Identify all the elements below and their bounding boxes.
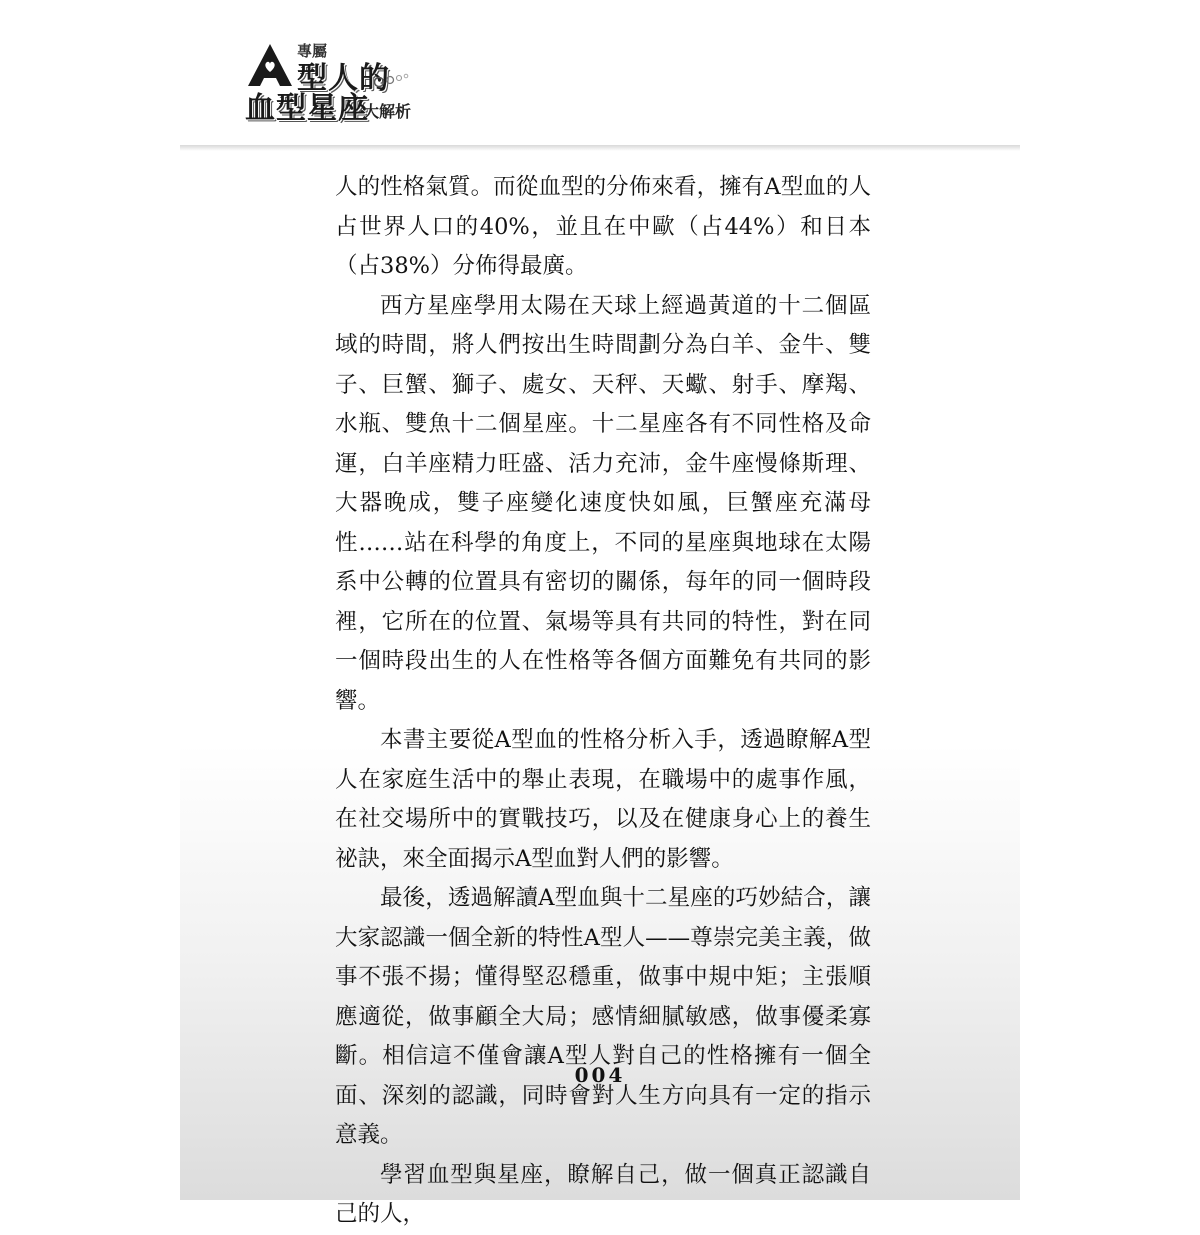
a-heart-logo-icon xyxy=(245,42,295,88)
page-number: 004 xyxy=(574,1063,626,1087)
paragraph-2: 西方星座學用太陽在天球上經過黃道的十二個區域的時間，將人們按出生時間劃分為白羊、金牛、雙子、巨蟹、獅子、處女、天秤、天蠍、射手、摩羯、水瓶、雙魚十二個星座。十二星座各有不同性格及命運，白羊座精力旺盛、活力充沛，金牛座慢條斯理、大器晚成，雙子座變化速度快如風，巨蟹座充滿母性……站在科學的角度上，不同的星座與地球在太陽系中公轉的位置具有密切的關係，每年的同一個時段裡，它所在的位置、氣場等具有共同的特性，對在同一個時段出生的人在性格等各個方面難免有共同的影響。 xyxy=(335,292,871,714)
logo-line-4: 大解析 xyxy=(363,102,412,121)
header-divider xyxy=(180,145,1020,151)
paragraph-3: 本書主要從A型血的性格分析入手，透過瞭解A型人在家庭生活中的舉止表現，在職場中的處事作風，在社交場所中的實戰技巧，以及在健康身心上的養生祕訣，來全面揭示A型血對人們的影響。 xyxy=(335,727,871,872)
paragraph-5: 學習血型與星座，瞭解自己，做一個真正認識自己的人， xyxy=(335,1161,871,1227)
book-page xyxy=(180,0,1020,1227)
paragraph-4: 最後，透過解讀A型血與十二星座的巧妙結合，讓大家認識一個全新的特性A型人——尊崇完美主義，做事不張不揚；懂得堅忍穩重，做事中規中矩；主張順應適從，做事顧全大局；感情細膩敏感，做事優柔寡斷。相信這不僅會讓A型人對自己的性格擁有一個全面、深刻的認識，同時會對人生方向具有一定的指示意義。 xyxy=(335,885,871,1148)
logo-line-1: 專屬 xyxy=(297,42,328,60)
logo-line-3: 血型星座 xyxy=(245,91,369,126)
paragraph-1: 人的性格氣質。而從血型的分佈來看，擁有A型血的人占世界人口的40%，並且在中歐（占44%）和日本（占38%）分佈得最廣。 xyxy=(335,174,871,279)
book-logo xyxy=(245,40,605,130)
bubbles-icon xyxy=(373,70,413,90)
logo-line-2: 型人的 xyxy=(297,61,390,96)
